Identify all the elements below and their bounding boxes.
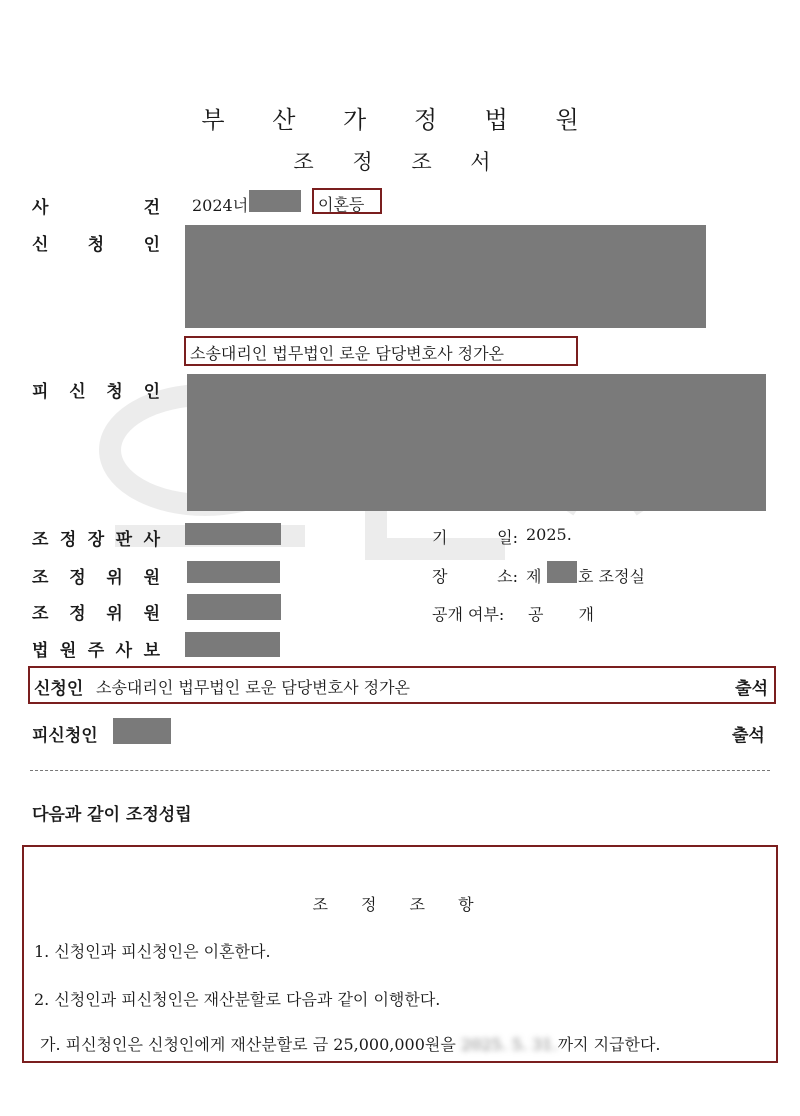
redacted-room-number xyxy=(547,561,577,583)
term-item-1: 1. 신청인과 피신청인은 이혼한다. xyxy=(34,942,271,961)
attendance-applicant-box xyxy=(28,666,776,704)
divider xyxy=(30,770,770,771)
officer-label-mediator-2: 조 정 위 원 xyxy=(32,604,160,624)
redacted-respondent-name xyxy=(113,718,171,744)
redacted-mediator-2 xyxy=(187,594,281,620)
redacted-respondent-info xyxy=(187,374,766,511)
redacted-applicant-info xyxy=(185,225,706,328)
redacted-judge-name xyxy=(185,523,281,545)
applicant-label: 신 청 인 xyxy=(32,235,160,255)
attendance-party-applicant: 신청인 xyxy=(34,679,84,699)
redacted-case-number xyxy=(249,190,301,212)
session-date-label: 기 일: xyxy=(432,528,518,547)
terms-box xyxy=(22,845,778,1063)
case-number: 2024너 xyxy=(192,196,249,215)
court-name: 부 산 가 정 법 원 xyxy=(201,106,599,134)
case-name-box xyxy=(312,188,382,214)
officer-label-clerk: 법 원 주 사 보 xyxy=(32,641,160,661)
term-subitem-a xyxy=(40,1032,661,1055)
case-name: 이혼등 xyxy=(318,195,365,214)
public-value: 공 개 xyxy=(528,605,594,624)
term-subitem-suffix: 까지 지급한다. xyxy=(557,1035,661,1054)
document-title: 조 정 조 서 xyxy=(293,150,507,174)
blurred-payment-date: 2025. 5. 31. xyxy=(460,1035,558,1054)
applicant-representative: 소송대리인 법무법인 로운 담당변호사 정가온 xyxy=(190,344,505,363)
respondent-label: 피 신 청 인 xyxy=(32,382,160,402)
term-item-2: 2. 신청인과 피신청인은 재산분할로 다음과 같이 이행한다. xyxy=(34,990,441,1009)
session-place-label: 장 소: xyxy=(432,567,518,586)
attendance-status-applicant: 출석 xyxy=(735,679,768,699)
conclusion-text: 다음과 같이 조정성립 xyxy=(32,805,192,825)
attendance-party-respondent: 피신청인 xyxy=(32,726,98,746)
officer-label-presiding-judge: 조 정 장 판 사 xyxy=(32,530,160,550)
term-subitem-prefix: 가. 피신청인은 신청인에게 재산분할로 금 25,000,000원을 xyxy=(40,1035,456,1054)
session-place-prefix: 제 xyxy=(526,567,542,586)
terms-heading: 조 정 조 항 xyxy=(312,895,488,914)
session-date-value: 2025. xyxy=(526,525,572,544)
case-label: 사 건 xyxy=(32,198,160,218)
attendance-detail-applicant: 소송대리인 법무법인 로운 담당변호사 정가온 xyxy=(96,678,411,697)
attendance-status-respondent: 출석 xyxy=(732,726,765,746)
redacted-mediator-1 xyxy=(187,561,280,583)
session-place-suffix: 호 조정실 xyxy=(578,567,645,586)
public-label: 공개 여부: xyxy=(432,605,505,624)
officer-label-mediator-1: 조 정 위 원 xyxy=(32,568,160,588)
applicant-representative-box xyxy=(184,336,578,366)
redacted-clerk-name xyxy=(185,632,280,657)
